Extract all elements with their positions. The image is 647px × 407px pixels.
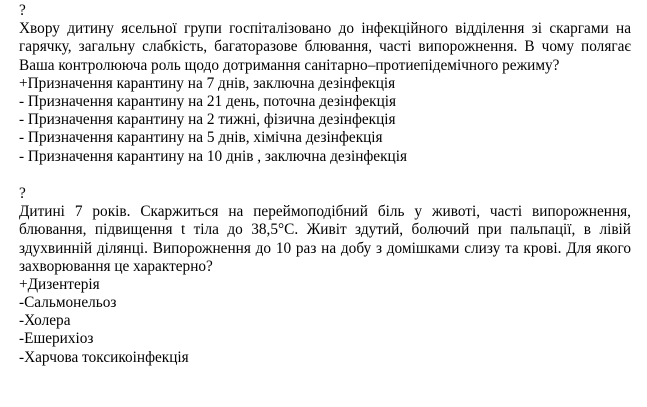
- question1-answer-5: - Призначення карантину на 10 днів , заключна дезінфекція: [19, 147, 407, 165]
- question2-answer-4: -Ешерихіоз: [19, 330, 94, 348]
- question1-marker: ?: [19, 2, 26, 19]
- question1-answer-1: +Призначення карантину на 7 днів, заключна дезінфекція: [19, 74, 396, 92]
- question2-answer-5: -Харчова токсикоінфекція: [19, 348, 189, 366]
- document-page: [19, 2, 631, 367]
- question2-answer-2: -Сальмонельоз: [19, 294, 117, 312]
- question2-answer-3: -Холера: [19, 312, 71, 330]
- question2-marker: ?: [19, 184, 26, 202]
- paragraph-gap: [19, 166, 631, 184]
- question1-text: Хвору дитину ясельної групи госпіталізовано до інфекційного відділення зі скаргами на гарячку, загальну слабкість, багаторазове блювання, часті випорожнення. В чому полягає Ваша контролююча роль щодо дотримання санітарно–протиепідемічного режиму?: [19, 20, 631, 74]
- question2-text: Дитині 7 років. Скаржиться на переймоподібний біль у животі, часті випорожнення, блювання, підвищення t тіла до 38,5°С. Живіт здутий, болючий при пальпації, в лівій здухвинній ділянці. Випорожнення до 10 раз на добу з домішками слизу та крові. Для якого захворювання це характерно?: [19, 203, 631, 275]
- question1-answer-3: - Призначення карантину на 2 тижні, фізична дезінфекція: [19, 111, 396, 129]
- question1-answer-2: - Призначення карантину на 21 день, поточна дезінфекція: [19, 92, 397, 110]
- question1-answer-4: - Призначення карантину на 5 днів, хімічна дезінфекція: [19, 129, 383, 147]
- question2-answer-1: +Дизентерія: [19, 275, 100, 293]
